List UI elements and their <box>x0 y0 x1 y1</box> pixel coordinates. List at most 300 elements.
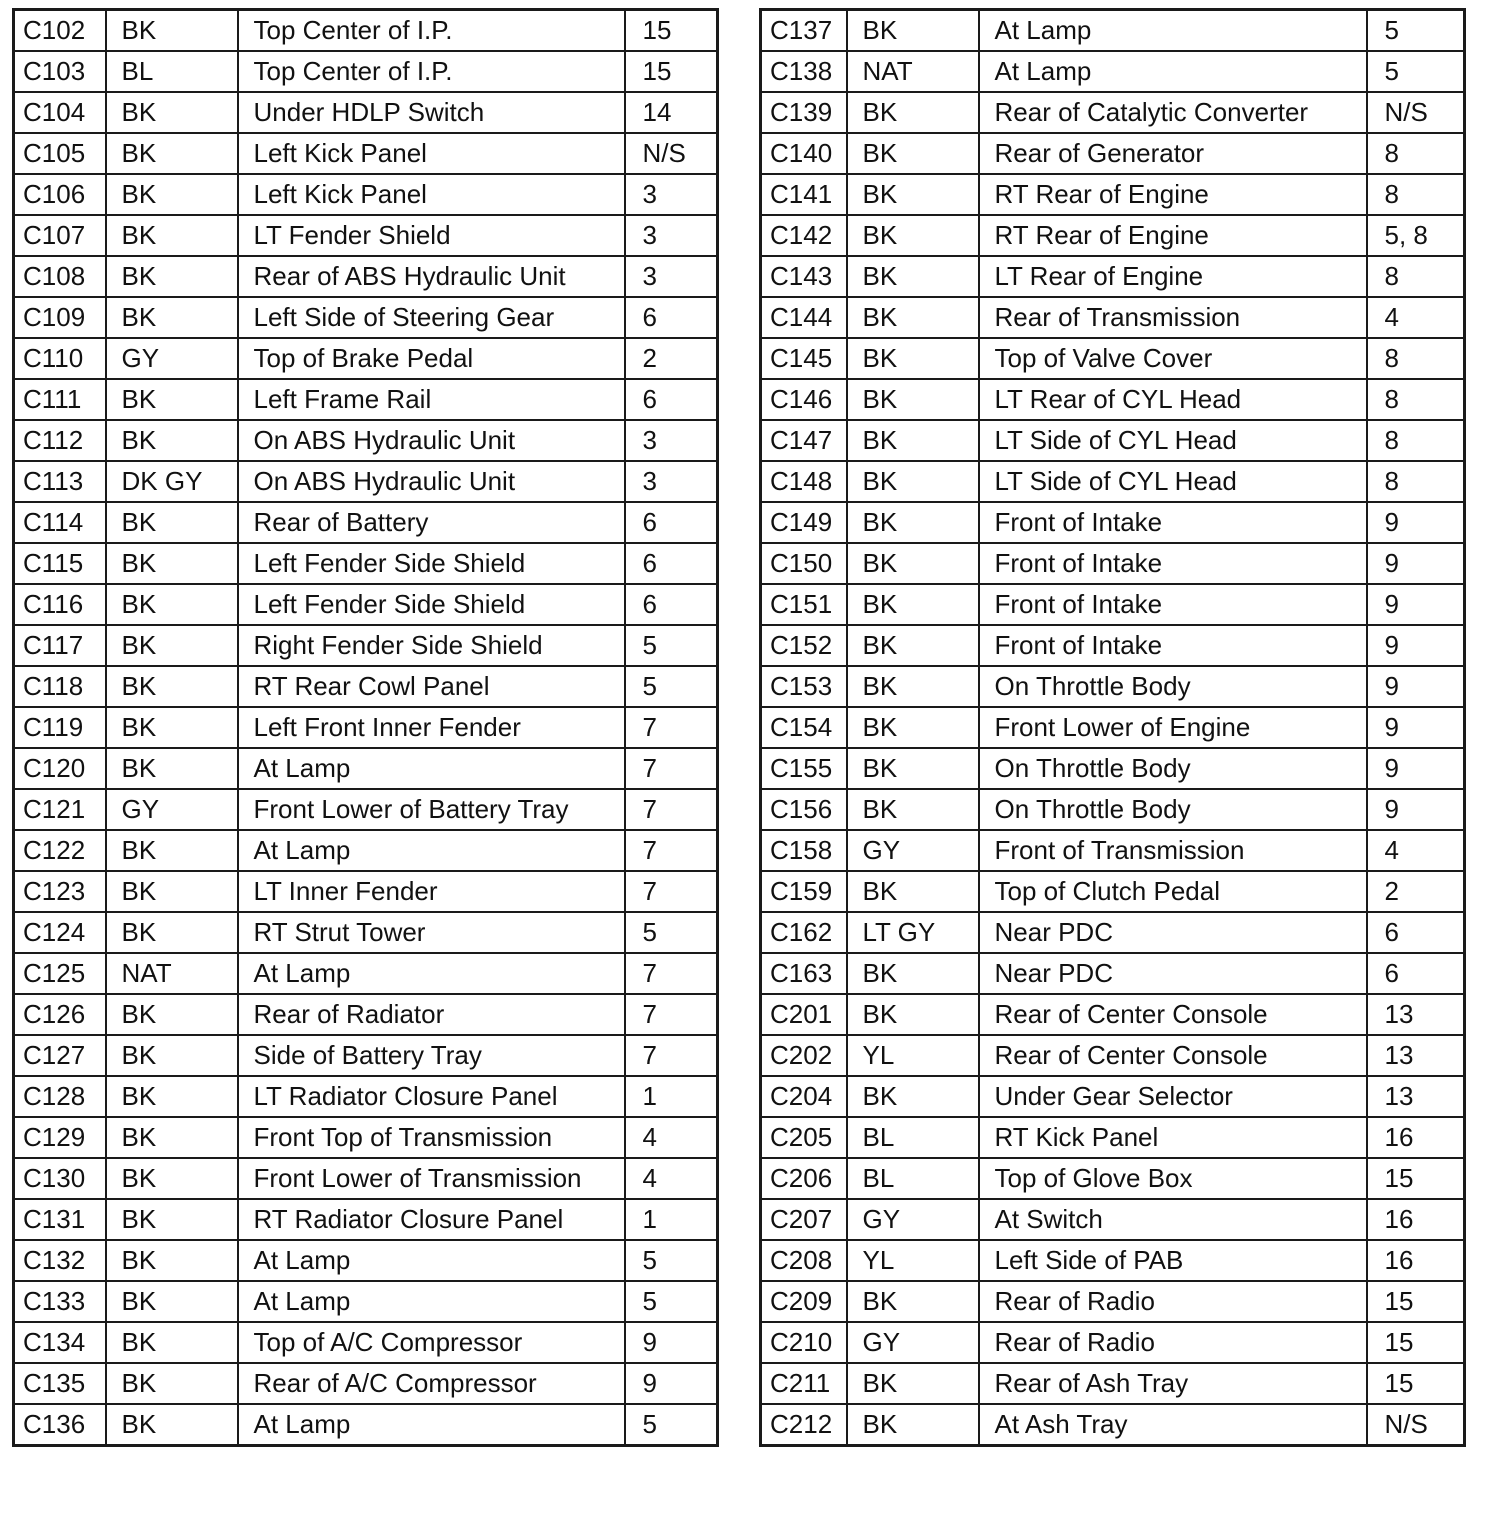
connector-id-cell: C110 <box>14 338 106 379</box>
table-row <box>761 543 1465 584</box>
connector-color-cell: BK <box>847 871 979 912</box>
connector-color-cell: GY <box>847 1322 979 1363</box>
connector-location-cell: Top of Glove Box <box>979 1158 1367 1199</box>
connector-color-cell: DK GY <box>106 461 238 502</box>
connector-location-cell: On ABS Hydraulic Unit <box>238 420 625 461</box>
table-row <box>14 1199 718 1240</box>
page-ref-cell: 9 <box>1367 543 1465 584</box>
connector-location-cell: Rear of Center Console <box>979 1035 1367 1076</box>
connector-id-cell: C116 <box>14 584 106 625</box>
table-row <box>761 133 1465 174</box>
connector-location-cell: Left Side of Steering Gear <box>238 297 625 338</box>
connector-location-cell: LT Side of CYL Head <box>979 420 1367 461</box>
connector-location-cell: Rear of A/C Compressor <box>238 1363 625 1404</box>
table-row <box>14 1158 718 1199</box>
connector-location-cell: Rear of Catalytic Converter <box>979 92 1367 133</box>
connector-location-cell: Front of Transmission <box>979 830 1367 871</box>
connector-location-cell: At Lamp <box>979 10 1367 52</box>
connector-color-cell: BK <box>847 707 979 748</box>
connector-color-cell: BK <box>847 748 979 789</box>
connector-id-cell: C128 <box>14 1076 106 1117</box>
connector-id-cell: C141 <box>761 174 847 215</box>
connector-id-cell: C129 <box>14 1117 106 1158</box>
connector-location-cell: LT Inner Fender <box>238 871 625 912</box>
connector-color-cell: BK <box>847 10 979 52</box>
page-ref-cell: 5 <box>625 1404 718 1446</box>
page-ref-cell: 8 <box>1367 420 1465 461</box>
table-row <box>14 338 718 379</box>
connector-location-cell: On Throttle Body <box>979 789 1367 830</box>
connector-location-cell: RT Kick Panel <box>979 1117 1367 1158</box>
connector-location-cell: Top of Valve Cover <box>979 338 1367 379</box>
connector-id-cell: C127 <box>14 1035 106 1076</box>
connector-color-cell: BK <box>847 584 979 625</box>
page-ref-cell: 13 <box>1367 1035 1465 1076</box>
table-row <box>761 502 1465 543</box>
table-row <box>14 543 718 584</box>
table-row <box>14 871 718 912</box>
table-row <box>14 1363 718 1404</box>
table-row <box>14 215 718 256</box>
connector-location-cell: Near PDC <box>979 953 1367 994</box>
connector-color-cell: BK <box>106 1404 238 1446</box>
connector-location-cell: At Lamp <box>238 748 625 789</box>
connector-color-cell: BK <box>106 502 238 543</box>
connector-location-cell: Front of Intake <box>979 543 1367 584</box>
connector-location-cell: Rear of Radio <box>979 1281 1367 1322</box>
connector-id-cell: C201 <box>761 994 847 1035</box>
connector-color-cell: BK <box>847 461 979 502</box>
page-ref-cell: 5 <box>625 912 718 953</box>
connector-id-cell: C209 <box>761 1281 847 1322</box>
table-row <box>761 379 1465 420</box>
table-row <box>14 584 718 625</box>
connector-id-cell: C205 <box>761 1117 847 1158</box>
connector-color-cell: BK <box>106 666 238 707</box>
connector-id-cell: C204 <box>761 1076 847 1117</box>
connector-color-cell: GY <box>847 1199 979 1240</box>
connector-location-cell: Front Lower of Engine <box>979 707 1367 748</box>
page-ref-cell: 5 <box>625 1281 718 1322</box>
page-ref-cell: 6 <box>625 584 718 625</box>
table-row <box>14 994 718 1035</box>
connector-id-cell: C163 <box>761 953 847 994</box>
connector-id-cell: C142 <box>761 215 847 256</box>
page-ref-cell: 15 <box>1367 1322 1465 1363</box>
connector-location-cell: Right Fender Side Shield <box>238 625 625 666</box>
table-row <box>14 297 718 338</box>
connector-id-cell: C162 <box>761 912 847 953</box>
table-row <box>761 953 1465 994</box>
page-ref-cell: 15 <box>625 51 718 92</box>
page-ref-cell: 15 <box>1367 1281 1465 1322</box>
page-ref-cell: 6 <box>625 379 718 420</box>
connector-color-cell: BK <box>106 92 238 133</box>
connector-color-cell: BK <box>106 297 238 338</box>
connector-color-cell: BK <box>106 174 238 215</box>
connector-color-cell: GY <box>106 338 238 379</box>
connector-color-cell: BK <box>106 215 238 256</box>
connector-id-cell: C151 <box>761 584 847 625</box>
connector-location-cell: Left Kick Panel <box>238 174 625 215</box>
table-row <box>761 1035 1465 1076</box>
connector-location-cell: Side of Battery Tray <box>238 1035 625 1076</box>
connector-location-cell: Front Top of Transmission <box>238 1117 625 1158</box>
table-row <box>761 666 1465 707</box>
table-row <box>14 1117 718 1158</box>
connector-location-cell: Rear of ABS Hydraulic Unit <box>238 256 625 297</box>
table-row <box>761 748 1465 789</box>
table-row <box>761 789 1465 830</box>
connector-color-cell: BK <box>106 543 238 584</box>
table-row <box>761 1281 1465 1322</box>
connector-color-cell: BK <box>847 953 979 994</box>
connector-id-cell: C211 <box>761 1363 847 1404</box>
connector-id-cell: C146 <box>761 379 847 420</box>
connector-location-cell: At Lamp <box>238 1240 625 1281</box>
connector-color-cell: BK <box>106 871 238 912</box>
connector-id-cell: C115 <box>14 543 106 584</box>
table-row <box>761 92 1465 133</box>
table-row <box>761 461 1465 502</box>
page-ref-cell: 6 <box>1367 912 1465 953</box>
connector-color-cell: BK <box>847 133 979 174</box>
table-row <box>761 707 1465 748</box>
table-row <box>761 994 1465 1035</box>
table-row <box>761 1076 1465 1117</box>
connector-location-cell: On Throttle Body <box>979 748 1367 789</box>
page-ref-cell: 5 <box>625 625 718 666</box>
page-ref-cell: 8 <box>1367 461 1465 502</box>
table-row <box>14 92 718 133</box>
connector-location-cell: RT Strut Tower <box>238 912 625 953</box>
connector-location-cell: RT Rear of Engine <box>979 174 1367 215</box>
connector-color-cell: BK <box>847 256 979 297</box>
connector-location-cell: Front of Intake <box>979 502 1367 543</box>
page-ref-cell: 13 <box>1367 994 1465 1035</box>
connector-location-cell: Left Fender Side Shield <box>238 584 625 625</box>
page-ref-cell: 9 <box>1367 748 1465 789</box>
table-row <box>761 625 1465 666</box>
table-row <box>14 10 718 52</box>
table-row <box>14 1404 718 1446</box>
connector-id-cell: C117 <box>14 625 106 666</box>
connector-id-cell: C148 <box>761 461 847 502</box>
table-row <box>761 1158 1465 1199</box>
page-ref-cell: 13 <box>1367 1076 1465 1117</box>
connector-color-cell: BK <box>106 256 238 297</box>
connector-location-cell: Front Lower of Transmission <box>238 1158 625 1199</box>
connector-table-right-body <box>761 10 1465 1446</box>
connector-color-cell: LT GY <box>847 912 979 953</box>
page-ref-cell: 7 <box>625 953 718 994</box>
page-ref-cell: 16 <box>1367 1199 1465 1240</box>
connector-location-cell: LT Rear of Engine <box>979 256 1367 297</box>
connector-color-cell: BK <box>847 502 979 543</box>
connector-color-cell: BK <box>106 748 238 789</box>
page-ref-cell: 3 <box>625 215 718 256</box>
connector-location-cell: At Lamp <box>238 953 625 994</box>
connector-color-cell: GY <box>106 789 238 830</box>
connector-location-cell: At Lamp <box>979 51 1367 92</box>
table-row <box>14 625 718 666</box>
connector-color-cell: BK <box>847 297 979 338</box>
page-ref-cell: N/S <box>625 133 718 174</box>
connector-id-cell: C210 <box>761 1322 847 1363</box>
connector-id-cell: C202 <box>761 1035 847 1076</box>
page-ref-cell: 2 <box>1367 871 1465 912</box>
connector-id-cell: C154 <box>761 707 847 748</box>
table-row <box>761 830 1465 871</box>
connector-color-cell: BK <box>847 92 979 133</box>
connector-id-cell: C121 <box>14 789 106 830</box>
table-row <box>761 10 1465 52</box>
page-ref-cell: 9 <box>1367 502 1465 543</box>
page-ref-cell: 7 <box>625 871 718 912</box>
connector-location-cell: At Ash Tray <box>979 1404 1367 1446</box>
connector-color-cell: BK <box>106 1199 238 1240</box>
connector-location-cell: Rear of Center Console <box>979 994 1367 1035</box>
connector-id-cell: C126 <box>14 994 106 1035</box>
page-ref-cell: 9 <box>1367 584 1465 625</box>
connector-color-cell: BK <box>106 10 238 52</box>
connector-color-cell: BK <box>847 174 979 215</box>
connector-location-cell: Top of Clutch Pedal <box>979 871 1367 912</box>
connector-id-cell: C122 <box>14 830 106 871</box>
connector-location-cell: LT Side of CYL Head <box>979 461 1367 502</box>
page-ref-cell: 5 <box>1367 51 1465 92</box>
page-ref-cell: 3 <box>625 174 718 215</box>
page-ref-cell: N/S <box>1367 92 1465 133</box>
connector-color-cell: NAT <box>847 51 979 92</box>
table-row <box>14 748 718 789</box>
table-row <box>761 297 1465 338</box>
connector-color-cell: BL <box>106 51 238 92</box>
table-row <box>761 912 1465 953</box>
connector-location-cell: At Lamp <box>238 830 625 871</box>
table-row <box>14 953 718 994</box>
page-ref-cell: 16 <box>1367 1240 1465 1281</box>
page-ref-cell: 15 <box>625 10 718 52</box>
connector-color-cell: GY <box>847 830 979 871</box>
connector-id-cell: C137 <box>761 10 847 52</box>
connector-id-cell: C111 <box>14 379 106 420</box>
page-ref-cell: 7 <box>625 994 718 1035</box>
connector-location-cell: Top Center of I.P. <box>238 10 625 52</box>
connector-color-cell: BK <box>106 830 238 871</box>
table-row <box>761 51 1465 92</box>
connector-color-cell: BK <box>106 133 238 174</box>
page-ref-cell: 7 <box>625 1035 718 1076</box>
connector-id-cell: C212 <box>761 1404 847 1446</box>
connector-color-cell: BK <box>106 1240 238 1281</box>
page-ref-cell: 5 <box>625 1240 718 1281</box>
connector-location-cell: Rear of Transmission <box>979 297 1367 338</box>
connector-id-cell: C113 <box>14 461 106 502</box>
page-ref-cell: 6 <box>1367 953 1465 994</box>
connector-location-cell: LT Rear of CYL Head <box>979 379 1367 420</box>
page-ref-cell: 7 <box>625 748 718 789</box>
page-ref-cell: 6 <box>625 297 718 338</box>
connector-color-cell: BK <box>847 338 979 379</box>
connector-location-cell: At Switch <box>979 1199 1367 1240</box>
table-row <box>761 174 1465 215</box>
page-ref-cell: 9 <box>1367 625 1465 666</box>
connector-color-cell: BK <box>106 1158 238 1199</box>
connector-color-cell: BK <box>847 1363 979 1404</box>
connector-color-cell: BK <box>847 215 979 256</box>
connector-color-cell: BK <box>847 625 979 666</box>
page-ref-cell: 6 <box>625 543 718 584</box>
table-row <box>761 420 1465 461</box>
connector-id-cell: C143 <box>761 256 847 297</box>
connector-location-cell: Top Center of I.P. <box>238 51 625 92</box>
table-row <box>14 502 718 543</box>
page-ref-cell: 8 <box>1367 338 1465 379</box>
page-ref-cell: 14 <box>625 92 718 133</box>
connector-id-cell: C207 <box>761 1199 847 1240</box>
connector-id-cell: C158 <box>761 830 847 871</box>
connector-id-cell: C119 <box>14 707 106 748</box>
connector-color-cell: BK <box>106 994 238 1035</box>
connector-location-cell: RT Radiator Closure Panel <box>238 1199 625 1240</box>
page-ref-cell: 3 <box>625 420 718 461</box>
table-row <box>14 1240 718 1281</box>
connector-location-cell: LT Fender Shield <box>238 215 625 256</box>
table-row <box>761 1240 1465 1281</box>
table-row <box>761 215 1465 256</box>
connector-color-cell: BK <box>106 1076 238 1117</box>
connector-color-cell: BK <box>106 912 238 953</box>
table-row <box>14 379 718 420</box>
page-ref-cell: 6 <box>625 502 718 543</box>
connector-color-cell: BK <box>106 420 238 461</box>
connector-id-cell: C120 <box>14 748 106 789</box>
page-ref-cell: 8 <box>1367 379 1465 420</box>
page-ref-cell: 9 <box>1367 666 1465 707</box>
page-ref-cell: 2 <box>625 338 718 379</box>
table-row <box>761 1117 1465 1158</box>
connector-color-cell: BL <box>847 1117 979 1158</box>
page-ref-cell: 15 <box>1367 1363 1465 1404</box>
page-ref-cell: 7 <box>625 830 718 871</box>
connector-location-cell: Under HDLP Switch <box>238 92 625 133</box>
connector-color-cell: BK <box>847 420 979 461</box>
connector-color-cell: BK <box>847 1404 979 1446</box>
page-ref-cell: 15 <box>1367 1158 1465 1199</box>
table-row <box>761 871 1465 912</box>
connector-location-cell: LT Radiator Closure Panel <box>238 1076 625 1117</box>
connector-id-cell: C147 <box>761 420 847 461</box>
connector-color-cell: BK <box>106 1322 238 1363</box>
connector-location-cell: Front Lower of Battery Tray <box>238 789 625 830</box>
connector-color-cell: BK <box>847 666 979 707</box>
connector-id-cell: C131 <box>14 1199 106 1240</box>
connector-location-cell: On ABS Hydraulic Unit <box>238 461 625 502</box>
connector-color-cell: BK <box>106 584 238 625</box>
connector-location-cell: Rear of Radiator <box>238 994 625 1035</box>
connector-color-cell: BL <box>847 1158 979 1199</box>
page-ref-cell: N/S <box>1367 1404 1465 1446</box>
table-row <box>761 338 1465 379</box>
connector-id-cell: C159 <box>761 871 847 912</box>
connector-id-cell: C208 <box>761 1240 847 1281</box>
connector-location-cell: Front of Intake <box>979 625 1367 666</box>
table-row <box>761 256 1465 297</box>
table-row <box>14 420 718 461</box>
page-ref-cell: 3 <box>625 256 718 297</box>
page-ref-cell: 1 <box>625 1076 718 1117</box>
connector-location-cell: Rear of Radio <box>979 1322 1367 1363</box>
connector-location-cell: RT Rear of Engine <box>979 215 1367 256</box>
connector-id-cell: C124 <box>14 912 106 953</box>
connector-location-cell: Rear of Battery <box>238 502 625 543</box>
table-row <box>14 912 718 953</box>
table-row <box>14 789 718 830</box>
connector-color-cell: YL <box>847 1035 979 1076</box>
connector-location-cell: At Lamp <box>238 1404 625 1446</box>
connector-color-cell: BK <box>106 1281 238 1322</box>
connector-id-cell: C133 <box>14 1281 106 1322</box>
connector-id-cell: C112 <box>14 420 106 461</box>
connector-location-cell: RT Rear Cowl Panel <box>238 666 625 707</box>
connector-id-cell: C138 <box>761 51 847 92</box>
page-ref-cell: 1 <box>625 1199 718 1240</box>
table-row <box>761 1199 1465 1240</box>
connector-id-cell: C206 <box>761 1158 847 1199</box>
connector-id-cell: C125 <box>14 953 106 994</box>
table-row <box>14 666 718 707</box>
connector-color-cell: BK <box>106 1035 238 1076</box>
page-ref-cell: 9 <box>625 1322 718 1363</box>
table-row <box>14 1322 718 1363</box>
connector-location-cell: Rear of Ash Tray <box>979 1363 1367 1404</box>
connector-id-cell: C104 <box>14 92 106 133</box>
table-row <box>14 174 718 215</box>
table-row <box>761 584 1465 625</box>
connector-color-cell: NAT <box>106 953 238 994</box>
table-row <box>14 1281 718 1322</box>
connector-location-cell: Left Side of PAB <box>979 1240 1367 1281</box>
connector-id-cell: C135 <box>14 1363 106 1404</box>
connector-id-cell: C152 <box>761 625 847 666</box>
table-row <box>761 1404 1465 1446</box>
connector-id-cell: C150 <box>761 543 847 584</box>
connector-id-cell: C118 <box>14 666 106 707</box>
page-ref-cell: 8 <box>1367 133 1465 174</box>
page-ref-cell: 7 <box>625 789 718 830</box>
connector-color-cell: BK <box>847 379 979 420</box>
connector-id-cell: C108 <box>14 256 106 297</box>
connector-color-cell: BK <box>847 1281 979 1322</box>
table-row <box>761 1363 1465 1404</box>
connector-color-cell: BK <box>106 625 238 666</box>
connector-location-cell: Under Gear Selector <box>979 1076 1367 1117</box>
connector-id-cell: C134 <box>14 1322 106 1363</box>
connector-id-cell: C153 <box>761 666 847 707</box>
connector-table-left <box>12 8 719 1447</box>
page-ref-cell: 4 <box>625 1117 718 1158</box>
connector-id-cell: C132 <box>14 1240 106 1281</box>
connector-location-cell: Top of Brake Pedal <box>238 338 625 379</box>
connector-id-cell: C114 <box>14 502 106 543</box>
connector-id-cell: C130 <box>14 1158 106 1199</box>
table-row <box>14 1076 718 1117</box>
connector-id-cell: C103 <box>14 51 106 92</box>
connector-table-right <box>759 8 1466 1447</box>
connector-location-cell: At Lamp <box>238 1281 625 1322</box>
connector-id-cell: C155 <box>761 748 847 789</box>
